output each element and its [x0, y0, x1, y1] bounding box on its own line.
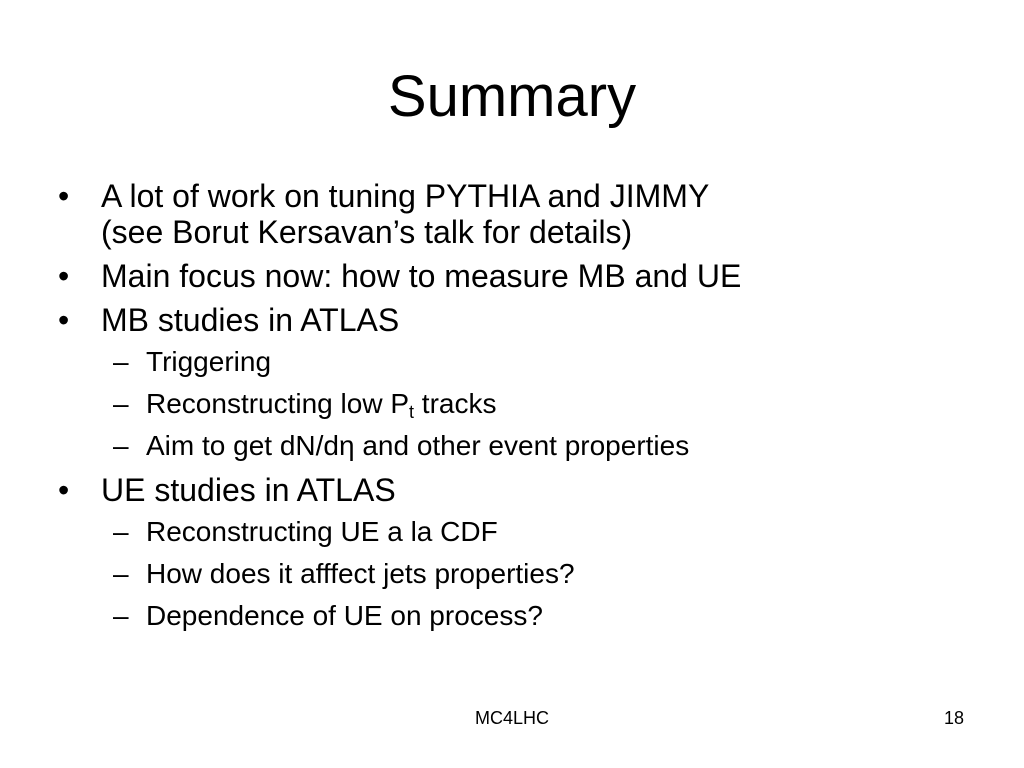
sub-bullet-reconstructing-ue: [56, 516, 956, 548]
bullet-text: A lot of work on tuning PYTHIA and JIMMY: [101, 178, 710, 214]
sub-bullet-dependence-process: [56, 600, 956, 632]
dash-icon: –: [113, 430, 129, 461]
bullet-list: [56, 178, 956, 642]
sub-bullet-text: Dependence of UE on process?: [146, 600, 543, 631]
bullet-mb-studies: [56, 302, 956, 338]
bullet-ue-studies: [56, 472, 956, 508]
dash-icon: –: [113, 600, 129, 631]
bullet-dot-icon: •: [58, 178, 70, 214]
sub-bullet-text-prefix: Reconstructing low P: [146, 388, 410, 419]
dash-icon: –: [113, 388, 129, 419]
bullet-text: Main focus now: how to measure MB and UE: [101, 258, 742, 294]
dash-icon: –: [113, 558, 129, 589]
bullet-dot-icon: •: [58, 302, 70, 338]
mb-sub-list: [56, 346, 956, 462]
dash-icon: –: [113, 516, 129, 547]
sub-bullet-jets-properties: [56, 558, 956, 590]
sub-bullet-triggering: [56, 346, 956, 378]
bullet-continuation: (see Borut Kersavan’s talk for details): [101, 214, 633, 250]
bullet-main-focus: [56, 258, 956, 294]
page-number: 18: [943, 708, 964, 728]
sub-bullet-text: How does it afffect jets properties?: [146, 558, 575, 589]
sub-bullet-text-suffix: tracks: [414, 388, 497, 419]
sub-bullet-text: Reconstructing UE a la CDF: [146, 516, 498, 547]
bullet-text: UE studies in ATLAS: [101, 472, 396, 508]
sub-bullet-dndeta: [56, 430, 956, 462]
bullet-dot-icon: •: [58, 472, 70, 508]
bullet-text: MB studies in ATLAS: [101, 302, 400, 338]
sub-bullet-text: Aim to get dN/dη and other event properties: [146, 430, 690, 461]
dash-icon: –: [113, 346, 129, 377]
footer-label: MC4LHC: [474, 708, 549, 728]
ue-sub-list: [56, 516, 956, 632]
sub-bullet-subscript: t: [409, 402, 415, 422]
slide-title: Summary: [387, 64, 637, 129]
sub-bullet-reconstructing-tracks: [56, 388, 956, 420]
sub-bullet-text: Triggering: [146, 346, 272, 377]
bullet-tuning: [56, 178, 956, 250]
bullet-dot-icon: •: [58, 258, 70, 294]
